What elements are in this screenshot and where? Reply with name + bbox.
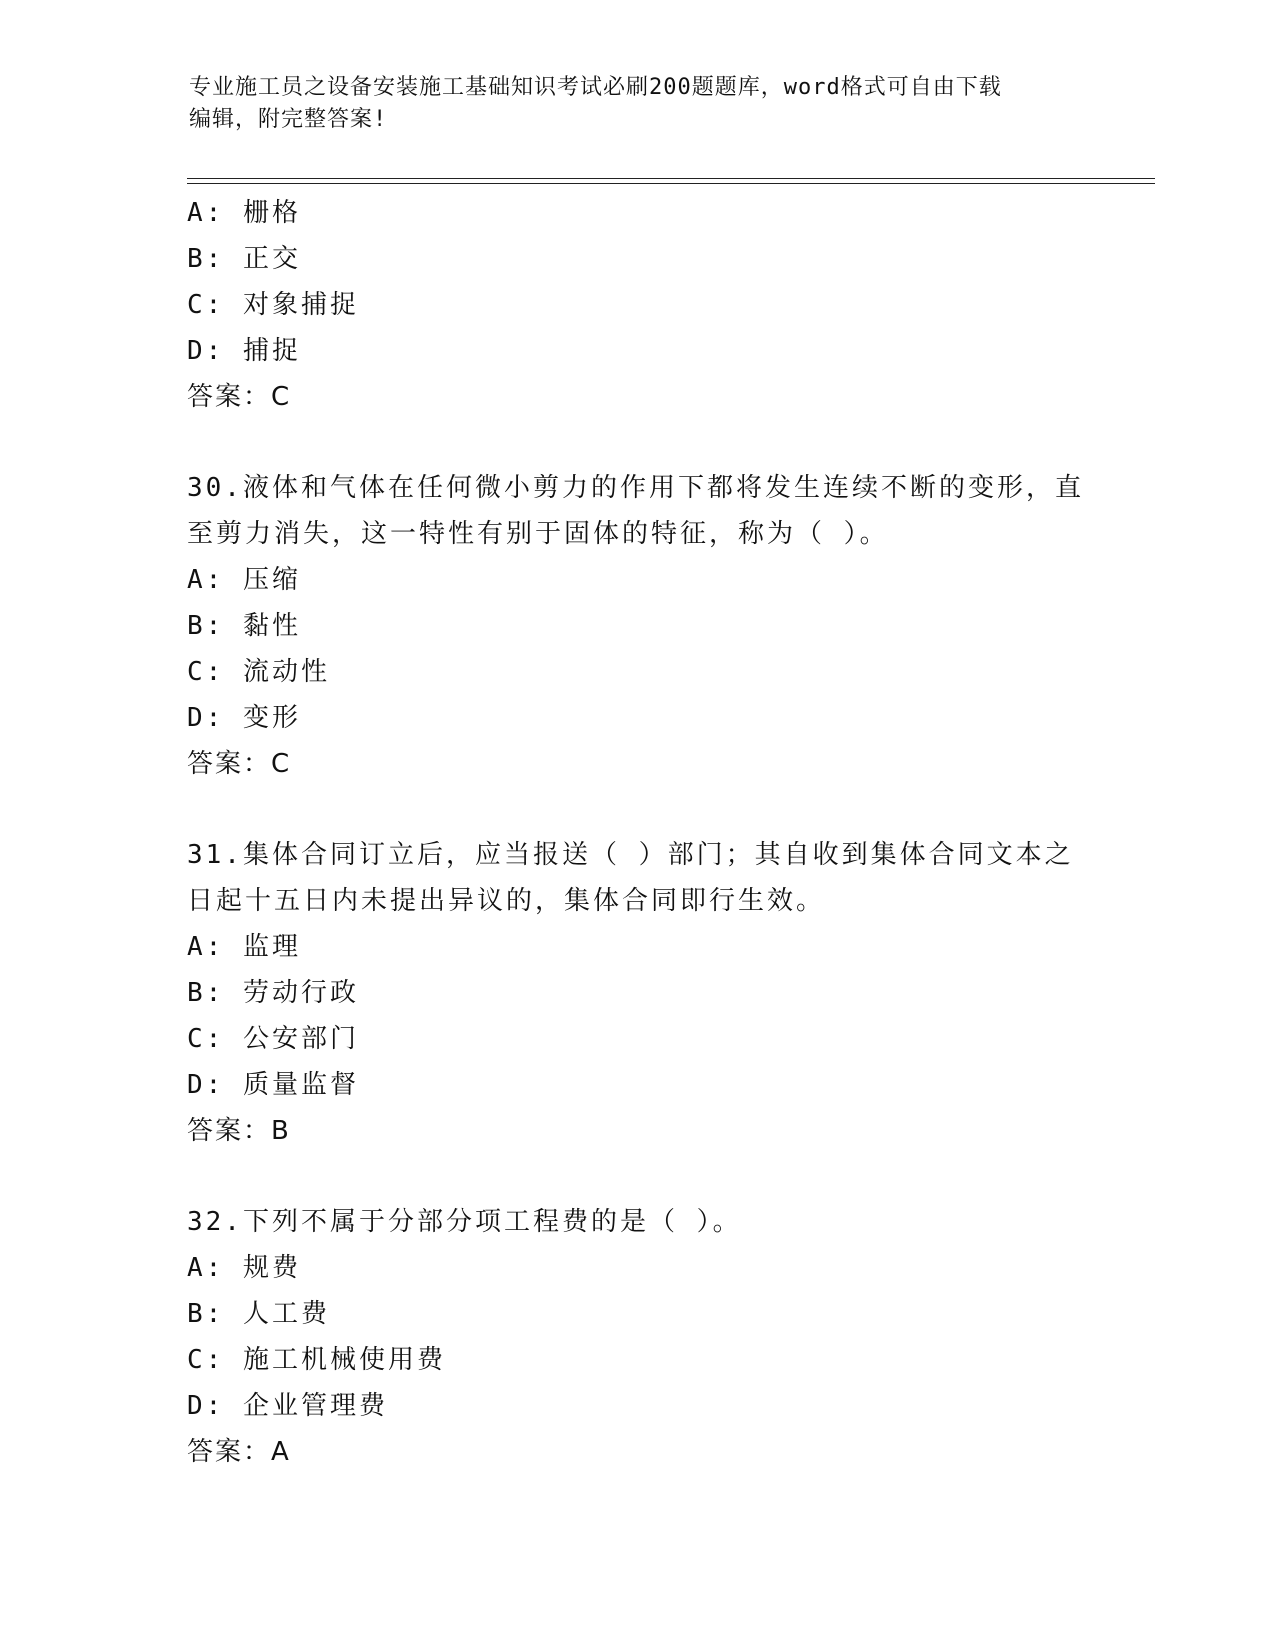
answer: 答案：C <box>187 382 292 412</box>
option-b: B: 劳动行政 <box>187 978 359 1008</box>
document-body <box>187 190 1147 1475</box>
option-d: D: 企业管理费 <box>187 1391 388 1421</box>
option-b: B: 黏性 <box>187 611 301 641</box>
header-divider-top <box>187 178 1155 179</box>
question-line-1: 32.下列不属于分部分项工程费的是（ ）。 <box>187 1207 742 1237</box>
option-b: B: 人工费 <box>187 1299 330 1329</box>
question-text <box>187 1199 1147 1245</box>
option-d: D: 质量监督 <box>187 1070 359 1100</box>
option-a: A: 栅格 <box>187 198 301 228</box>
answer: 答案：A <box>187 1437 291 1467</box>
header-divider-bottom <box>187 183 1155 184</box>
spacer <box>187 1154 1147 1199</box>
option-c: C: 施工机械使用费 <box>187 1345 446 1375</box>
document-header <box>189 72 1089 136</box>
option-b: B: 正交 <box>187 244 301 274</box>
option-a: A: 监理 <box>187 932 301 962</box>
question-text <box>187 832 1147 924</box>
header-title-line-1: 专业施工员之设备安装施工基础知识考试必刷200题题库，word格式可自由下载 <box>189 75 1002 100</box>
question-block-32 <box>187 1199 1147 1475</box>
option-c: C: 公安部门 <box>187 1024 359 1054</box>
header-title-line-2: 编辑，附完整答案! <box>189 107 388 132</box>
answer: 答案：C <box>187 749 292 779</box>
question-line-1: 31.集体合同订立后，应当报送（ ）部门；其自收到集体合同文本之 <box>187 840 1074 870</box>
spacer <box>187 420 1147 465</box>
answer: 答案：B <box>187 1116 291 1146</box>
question-block-31 <box>187 832 1147 1154</box>
option-d: D: 捕捉 <box>187 336 301 366</box>
question-block-30 <box>187 465 1147 787</box>
option-c: C: 流动性 <box>187 657 330 687</box>
spacer <box>187 787 1147 832</box>
question-line-1: 30.液体和气体在任何微小剪力的作用下都将发生连续不断的变形，直 <box>187 473 1084 503</box>
question-line-2: 至剪力消失，这一特性有别于固体的特征，称为（ ）。 <box>187 519 889 549</box>
option-a: A: 规费 <box>187 1253 301 1283</box>
question-block-29 <box>187 190 1147 420</box>
option-c: C: 对象捕捉 <box>187 290 359 320</box>
option-a: A: 压缩 <box>187 565 301 595</box>
question-text <box>187 465 1147 557</box>
option-d: D: 变形 <box>187 703 301 733</box>
question-line-2: 日起十五日内未提出异议的，集体合同即行生效。 <box>187 886 826 916</box>
